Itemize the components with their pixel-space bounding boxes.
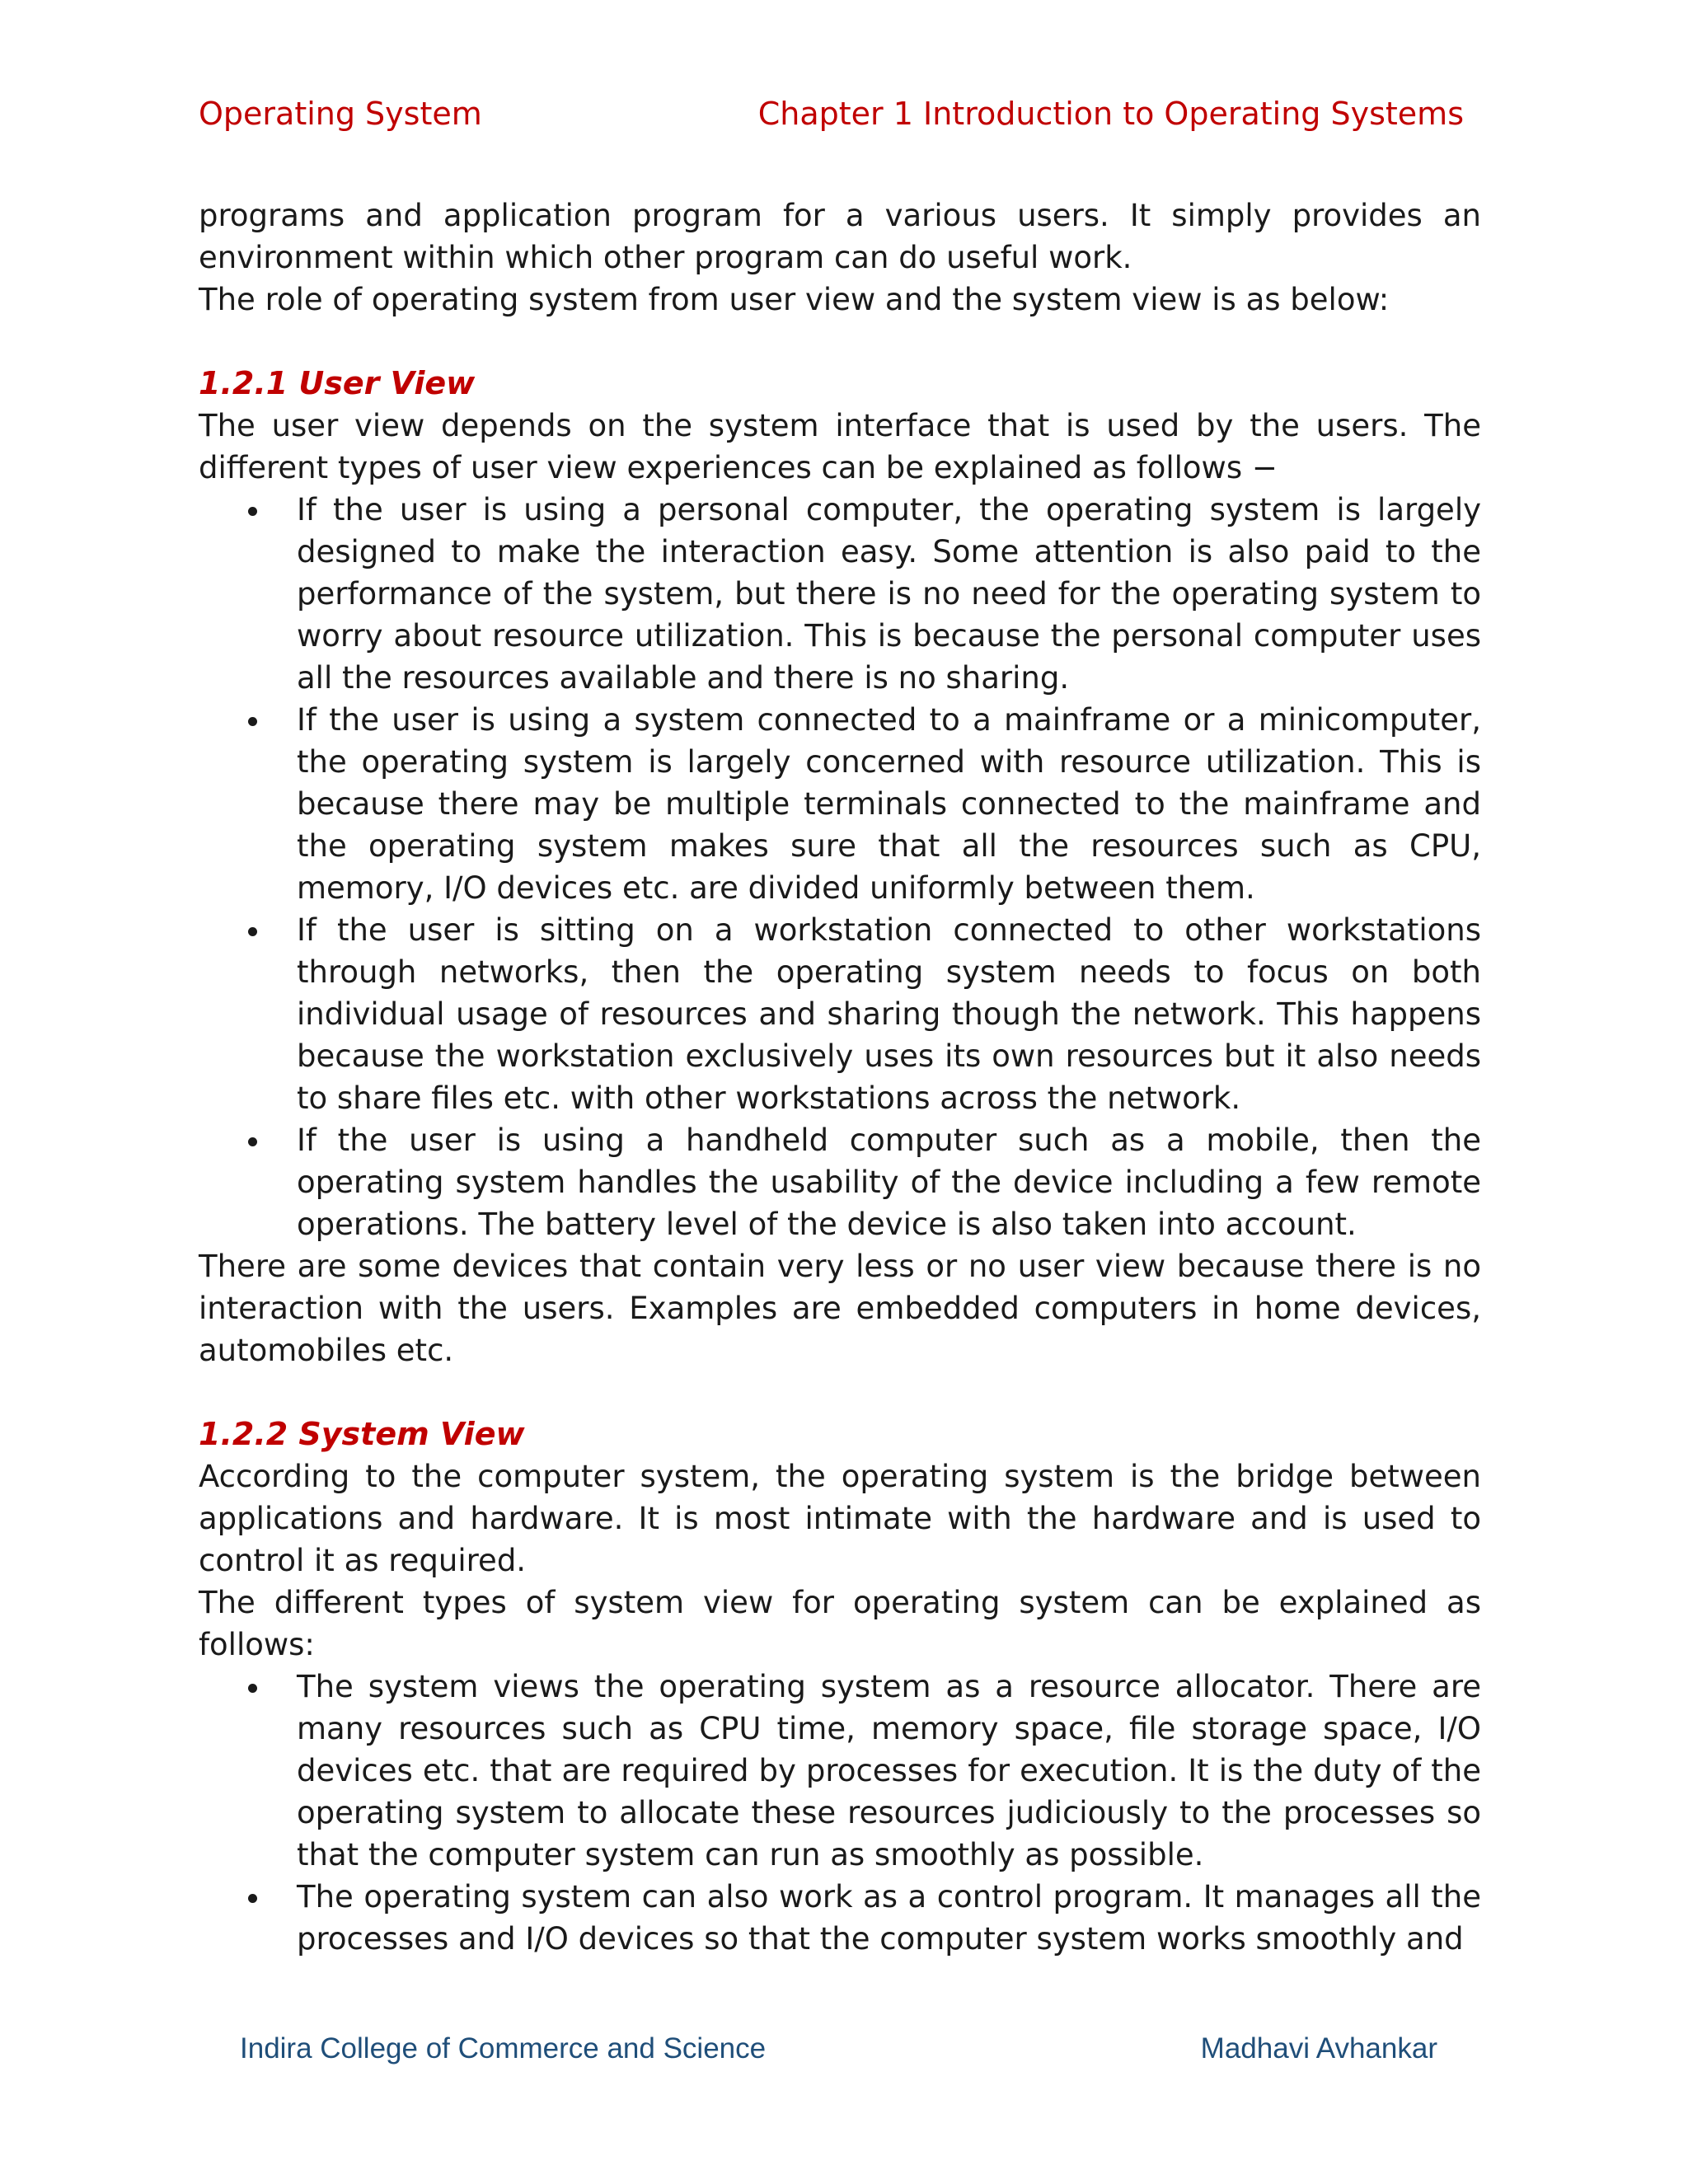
section-heading-user-view: 1.2.1 User View: [199, 365, 476, 401]
list-item: [199, 1119, 1481, 1245]
system-view-paragraph: According to the computer system, the operating system is the bridge between applications and hardware. It is most intimate with the hardware and is used to control it as required.: [199, 1459, 1481, 1578]
page-body: [199, 194, 1481, 1960]
page-footer: [240, 2032, 1437, 2074]
list-item: [199, 699, 1481, 909]
page-header: [199, 96, 1464, 145]
header-chapter-title: Chapter 1 Introduction to Operating Systems: [757, 96, 1464, 132]
list-item: [199, 1666, 1481, 1876]
bullet-icon: [248, 927, 257, 936]
user-view-closing-paragraph: There are some devices that contain very less or no user view because there is no interaction with the users. Examples are embedded computers in home devices, automobiles etc.: [199, 1249, 1481, 1368]
intro-role-paragraph: The role of operating system from user view and the system view is as below:: [199, 282, 1390, 317]
list-item: [199, 909, 1481, 1119]
list-item-text: If the user is using a handheld computer such as a mobile, then the operating system handles the usability of the device including a few remote operations. The battery level of the device is also taken into account.: [297, 1122, 1481, 1242]
header-book-title: Operating System: [199, 96, 482, 132]
bullet-icon: [248, 717, 257, 726]
bullet-icon: [248, 1137, 257, 1146]
footer-institution: Indira College of Commerce and Science: [240, 2032, 767, 2064]
bullet-icon: [248, 1684, 257, 1693]
list-item-text: If the user is using a personal computer, the operating system is largely designed to make the interaction easy. Some attention is also paid to the performance of the system, but there is no need for the operating system to worry about resource utilization. This is because the personal computer uses all the resources available and there is no sharing.: [297, 492, 1481, 696]
list-item: [199, 1876, 1481, 1960]
list-item-text: The operating system can also work as a control program. It manages all the processes and I/O devices so that the computer system works smoothly and: [297, 1879, 1481, 1957]
user-view-bullet-list: [199, 489, 1481, 1245]
list-item: [199, 489, 1481, 699]
list-item-text: The system views the operating system as a resource allocator. There are many resources such as CPU time, memory space, file storage space, I/O devices etc. that are required by processes for execution. It is the duty of the operating system to allocate these resources judiciously to the processes so that the computer system can run as smoothly as possible.: [297, 1669, 1481, 1872]
system-view-bullet-list: [199, 1666, 1481, 1960]
bullet-icon: [248, 1894, 257, 1903]
list-item-text: If the user is sitting on a workstation connected to other workstations through networks, then the operating system needs to focus on both individual usage of resources and sharing though the network. This happens because the workstation exclusively uses its own resources but it also needs to share files etc. with other workstations across the network.: [297, 912, 1481, 1116]
bullet-icon: [248, 507, 257, 516]
user-view-intro: The user view depends on the system interface that is used by the users. The different types of user view experiences can be explained as follows −: [199, 408, 1481, 485]
system-view-types-paragraph: The different types of system view for operating system can be explained as follows:: [199, 1585, 1481, 1662]
footer-author: Madhavi Avhankar: [1200, 2032, 1437, 2064]
intro-paragraph: programs and application program for a various users. It simply provides an environment within which other program can do useful work.: [199, 198, 1481, 275]
section-heading-system-view: 1.2.2 System View: [199, 1416, 525, 1452]
list-item-text: If the user is using a system connected to a mainframe or a minicomputer, the operating system is largely concerned with resource utilization. This is because there may be multiple terminals connected to the mainframe and the operating system makes sure that all the resources such as CPU, memory, I/O devices etc. are divided uniformly between them.: [297, 702, 1481, 906]
